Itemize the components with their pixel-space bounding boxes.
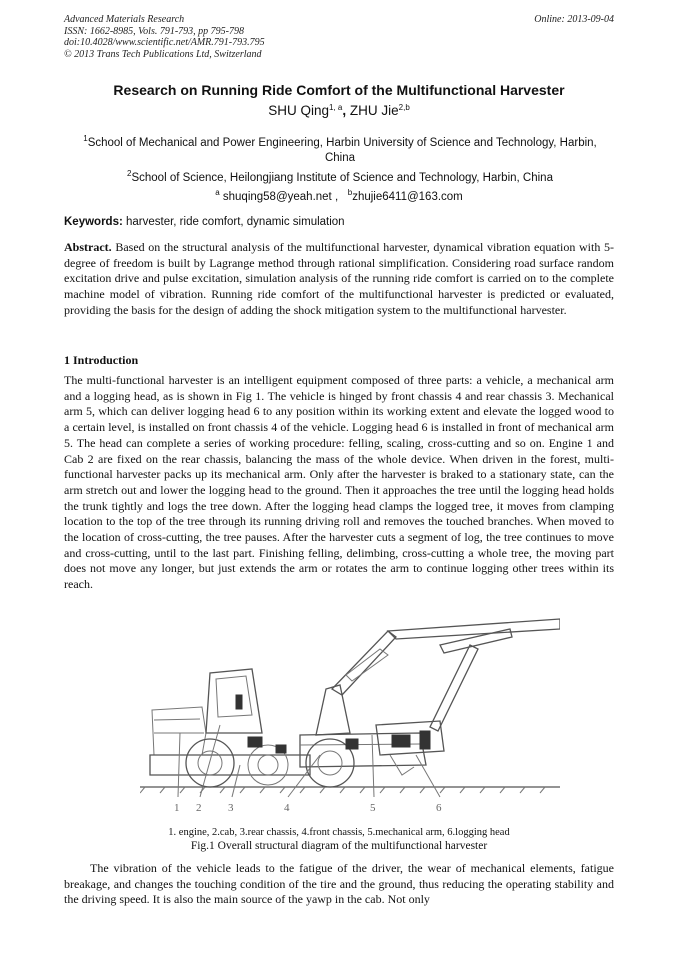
arm-lower-link [430, 645, 478, 731]
rear-wheel [186, 739, 234, 787]
engine-housing [152, 707, 206, 755]
intro-paragraph-2: The vibration of the vehicle leads to the fatigue of the driver, the wear of mechanical elements, fatigue breakage, and changes the touching condition of the tire and the ground, thus reducing the operating stability and the driving speed. It is also the main source of the yawp in the cab. Not only [64, 861, 614, 907]
author-1-name: SHU Qing [268, 103, 330, 118]
author-2-name: ZHU Jie [349, 103, 399, 118]
keywords-label: Keywords: [64, 216, 123, 228]
keywords [64, 216, 345, 228]
doi-line: doi:10.4028/www.scientific.net/AMR.791-793.795 [64, 37, 265, 48]
author-line [0, 103, 678, 118]
part-label-1: 1 [174, 802, 180, 814]
cab-outline [206, 669, 262, 733]
harvester-diagram [140, 615, 560, 830]
affiliation-2-text: School of Science, Heilongjiang Institute of Science and Technology, Harbin, China [131, 172, 553, 184]
affiliation-1-text: School of Mechanical and Power Engineering, Harbin University of Science and Technology, Harbin, China [87, 137, 597, 164]
arm-boom-2 [388, 619, 560, 639]
figure-caption: Fig.1 Overall structural diagram of the multifunctional harvester [190, 840, 488, 852]
cab-door-handle [236, 695, 242, 709]
arm-cylinder [346, 649, 388, 681]
part-label-3: 3 [228, 802, 234, 814]
figure-1 [140, 615, 560, 830]
online-date: Online: 2013-09-04 [534, 14, 614, 25]
email-b-sup: b [347, 188, 353, 197]
leader-6 [416, 755, 440, 797]
journal-header [64, 14, 265, 60]
author-2-sup: 2,b [398, 103, 410, 112]
leader-4 [288, 755, 320, 797]
part-label-4: 4 [284, 802, 290, 814]
abstract-label: Abstract. [64, 240, 112, 254]
part-label-5: 5 [370, 802, 376, 814]
author-1-sup: 1, a [329, 103, 343, 112]
rear-chassis [150, 755, 310, 775]
email-a-sup: a [215, 188, 220, 197]
journal-name: Advanced Materials Research [64, 14, 185, 25]
copyright-line: © 2013 Trans Tech Publications Ltd, Switzerland [64, 48, 262, 60]
abstract-text: Based on the structural analysis of the multifunctional harvester, dynamical vibration equation with 5-degree of freedom is built by Lagrange method through rational simplification. Considering road surface random excitation drive and pulse excitation, simulation analysis of the running ride comfort is carried on to the complete machine model of vibration. Running ride comfort of the multifunctional harvester is predicted or evaluated, providing the basis for the design of adding the shock mitigation system to the multifunctional harvester. [64, 240, 614, 317]
email-line [0, 188, 678, 203]
part-label-6: 6 [436, 802, 442, 814]
affiliation-1 [70, 131, 610, 166]
cab-window [216, 676, 252, 717]
arm-boom-1 [332, 631, 396, 695]
figure-legend: 1. engine, 2.cab, 3.rear chassis, 4.front chassis, 5.mechanical arm, 6.logging head [168, 827, 510, 838]
author-separator: , [342, 103, 350, 118]
abstract [64, 240, 614, 319]
email-b: zhujie6411@163.com [352, 191, 463, 203]
issn-line: ISSN: 1662-8985, Vols. 791-793, pp 795-798 [64, 25, 244, 37]
keywords-text: harvester, ride comfort, dynamic simulation [122, 216, 345, 228]
email-a: shuqing58@yeah.net , [219, 191, 339, 203]
affiliation-2 [70, 166, 610, 186]
section-heading-introduction: 1 Introduction [64, 353, 139, 367]
affiliation-1-sup: 1 [83, 134, 88, 143]
ground-hatch [140, 787, 545, 793]
intro-paragraph-1: The multi-functional harvester is an intelligent equipment composed of three parts: a vehicle, a mechanical arm and a logging head, as is shown in Fig 1. The vehicle is hinged by front chassis 4 and rear chassis 3. Mechanical arm 5, which can deliver logging head 6 to any position within its working extent and elevate the logged wood to a certain level, is installed on front chassis 4 of the vehicle. Logging head 6 is installed in front of mechanical arm 5. The head can complete a series of working procedure: felling, scaling, cross-cutting and so on. Engine 1 and Cab 2 are fixed on the rear chassis, balancing the mass of the whole device. When driven in the forest, multi-functional harvester packs up its mechanical arm. Only after the harvester is braked to a stationary state, can the arm stretch out and lower the logging head to the ground. Then it approaches the tree until the logging head holds the trunk tightly and logs the tree down. After the logging head clamps the logged tree, it moves from clamping location to the top of the tree through its running driving roll and removes the touched branches. When moved to the location of cross-cutting, the tree pauses. After the harvester cuts a segment of log, the tree continues to move and cross-cutting, until to the last part. Finishing felling, delimbing, cross-cutting a whole tree, the moving part does not move any longer, but just extends the arm or rotates the arm to continue logging other trees within its reach. [64, 373, 614, 592]
affiliation-2-sup: 2 [127, 169, 132, 178]
paper-title: Research on Running Ride Comfort of the Multifunctional Harvester [113, 82, 565, 98]
part-label-2: 2 [196, 802, 202, 814]
